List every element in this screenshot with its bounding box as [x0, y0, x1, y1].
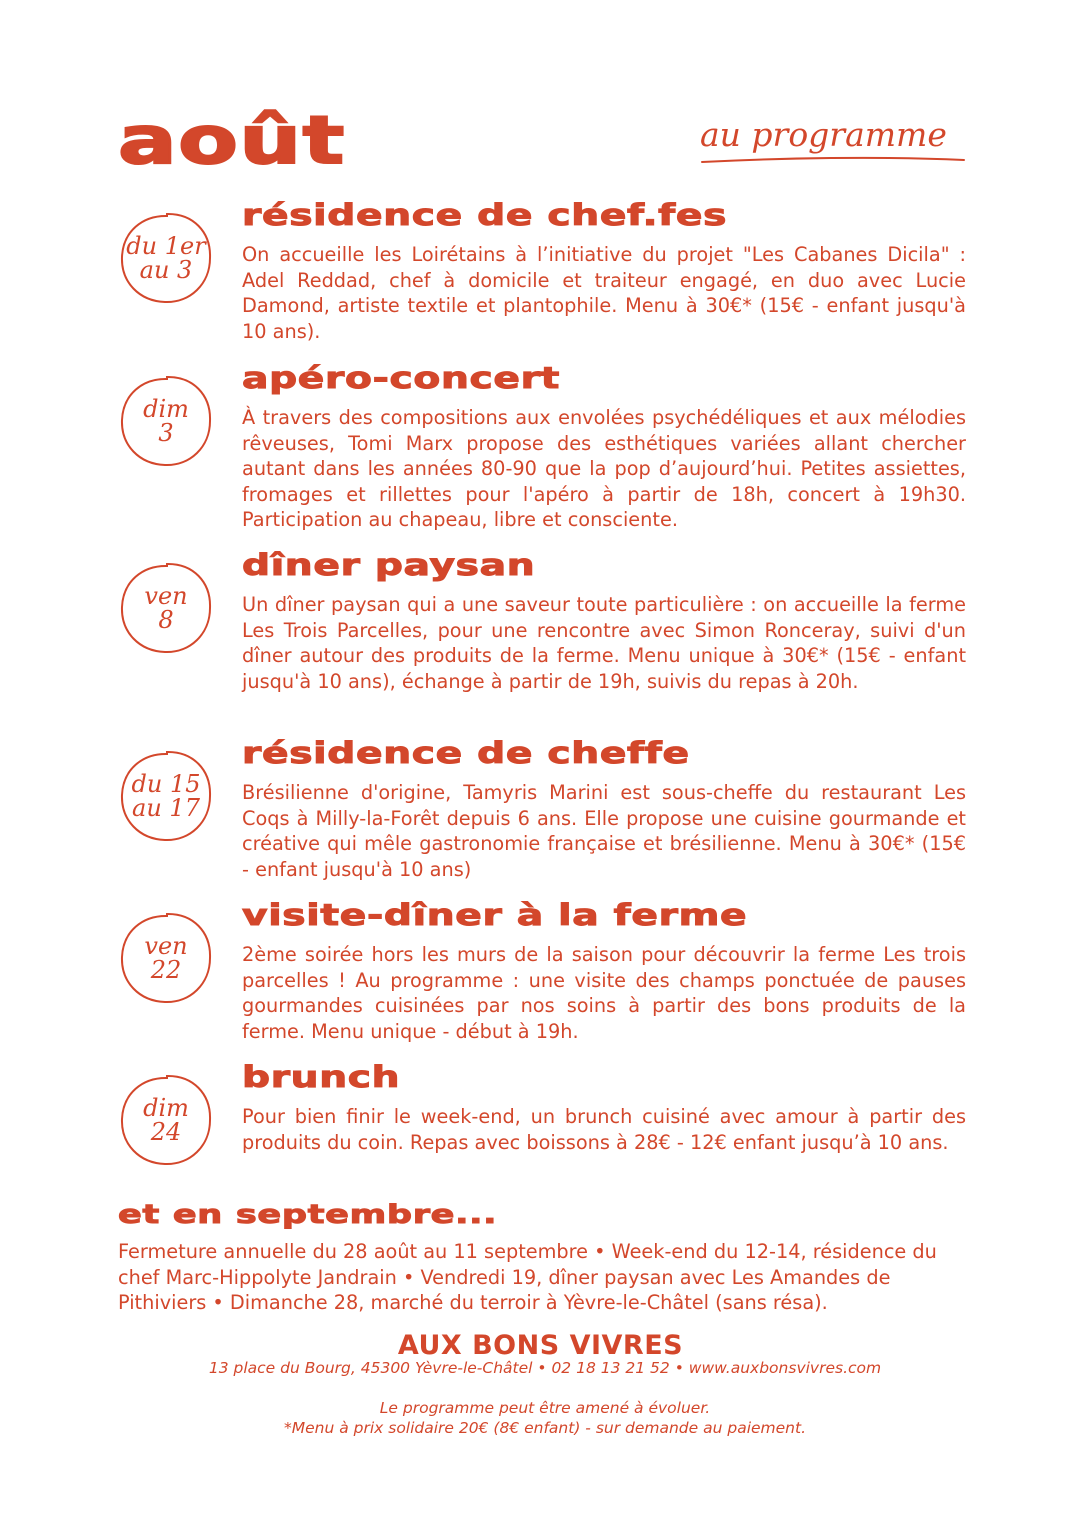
badge-line2: 24 [150, 1118, 182, 1146]
tagline-handwritten [700, 115, 968, 182]
tagline-text: au programme [700, 115, 947, 154]
footer-note: Le programme peut être amené à évoluer. [379, 1399, 711, 1417]
date-badge [118, 748, 214, 844]
underline-icon [700, 115, 968, 182]
badge-line1: ven [144, 582, 188, 610]
event-description: Un dîner paysan qui a une saveur toute particulière : on accueille la ferme Les Trois Parcelles, pour une rencontre avec Simon Ronceray, suivi d'un dîner autour des produits de la ferme. Menu unique à 30€* (15€ - enfant jusqu'à 10 ans), échange à partir de 19h, suivis du repas à 20h. [242, 593, 966, 693]
badge-line1: du 1er [126, 232, 206, 260]
month-title: août [118, 102, 346, 179]
badge-line2: 3 [158, 419, 174, 447]
event-description: Pour bien finir le week-end, un brunch cuisiné avec amour à partir des produits du coin. Repas avec boissons à 28€ - 12€ enfant jusqu’à 10 ans. [242, 1105, 966, 1154]
event-description: 2ème soirée hors les murs de la saison pour découvrir la ferme Les trois parcelles ! Au programme : une visite des champs ponctuée de pauses gourmandes cuisinées par nos soins à partir des bons produits de la ferme. Menu unique - début à 19h. [242, 943, 966, 1043]
venue-name: AUX BONS VIVRES [397, 1330, 684, 1361]
badge-line1: du 15 [131, 770, 201, 798]
event-title: résidence de chef.fes [242, 198, 728, 232]
september-text: Fermeture annuelle du 28 août au 11 septembre • Week-end du 12-14, résidence du chef Marc-Hippolyte Jandrain • Vendredi 19, dîner paysan avec Les Amandes de Pithiviers • Dimanche 28, marché du terroir à Yèvre-le-Châtel (sans résa). [118, 1240, 937, 1314]
event-title: dîner paysan [242, 548, 536, 582]
event-title: visite-dîner à la ferme [242, 898, 748, 932]
date-badge [118, 373, 214, 469]
event-description: À travers des compositions aux envolées psychédéliques et aux mélodies rêveuses, Tomi Marx propose des esthétiques variées allant chercher autant dans les années 80-90 que la pop d’aujourd’hui. Petites assiettes, fromages et rillettes pour l'apéro à partir de 18h, concert à 19h30. Participation au chapeau, libre et consciente. [242, 406, 966, 531]
venue-address: 13 place du Bourg, 45300 Yèvre-le-Châtel • 02 18 13 21 52 • www.auxbonsvivres.com [208, 1359, 882, 1377]
badge-line2: au 17 [132, 794, 200, 822]
badge-line2: 8 [158, 606, 174, 634]
badge-line2: au 3 [139, 256, 193, 284]
badge-line2: 22 [150, 956, 182, 984]
date-badge [118, 210, 214, 306]
date-badge [118, 1072, 214, 1168]
badge-line1: dim [143, 395, 189, 423]
event-description: Brésilienne d'origine, Tamyris Marini est sous-cheffe du restaurant Les Coqs à Milly-la-Forêt depuis 6 ans. Elle propose une cuisine gourmande et créative qui mêle gastronomie française et brésilienne. Menu à 30€* (15€ - enfant jusqu'à 10 ans) [242, 781, 966, 881]
badge-line1: ven [144, 932, 188, 960]
event-title: résidence de cheffe [242, 736, 690, 770]
date-badge [118, 910, 214, 1006]
event-title: apéro-concert [242, 361, 560, 395]
september-title: et en septembre... [118, 1200, 498, 1230]
badge-line1: dim [143, 1094, 189, 1122]
date-badge [118, 560, 214, 656]
event-title: brunch [242, 1060, 401, 1094]
event-description: On accueille les Loirétains à l’initiative du projet "Les Cabanes Dicila" : Adel Reddad, chef à domicile et traiteur engagé, en duo avec Lucie Damond, artiste textile et plantophile. Menu à 30€* (15€ - enfant jusqu'à 10 ans). [242, 243, 966, 343]
footer-note-menu: *Menu à prix solidaire 20€ (8€ enfant) - sur demande au paiement. [283, 1419, 807, 1437]
